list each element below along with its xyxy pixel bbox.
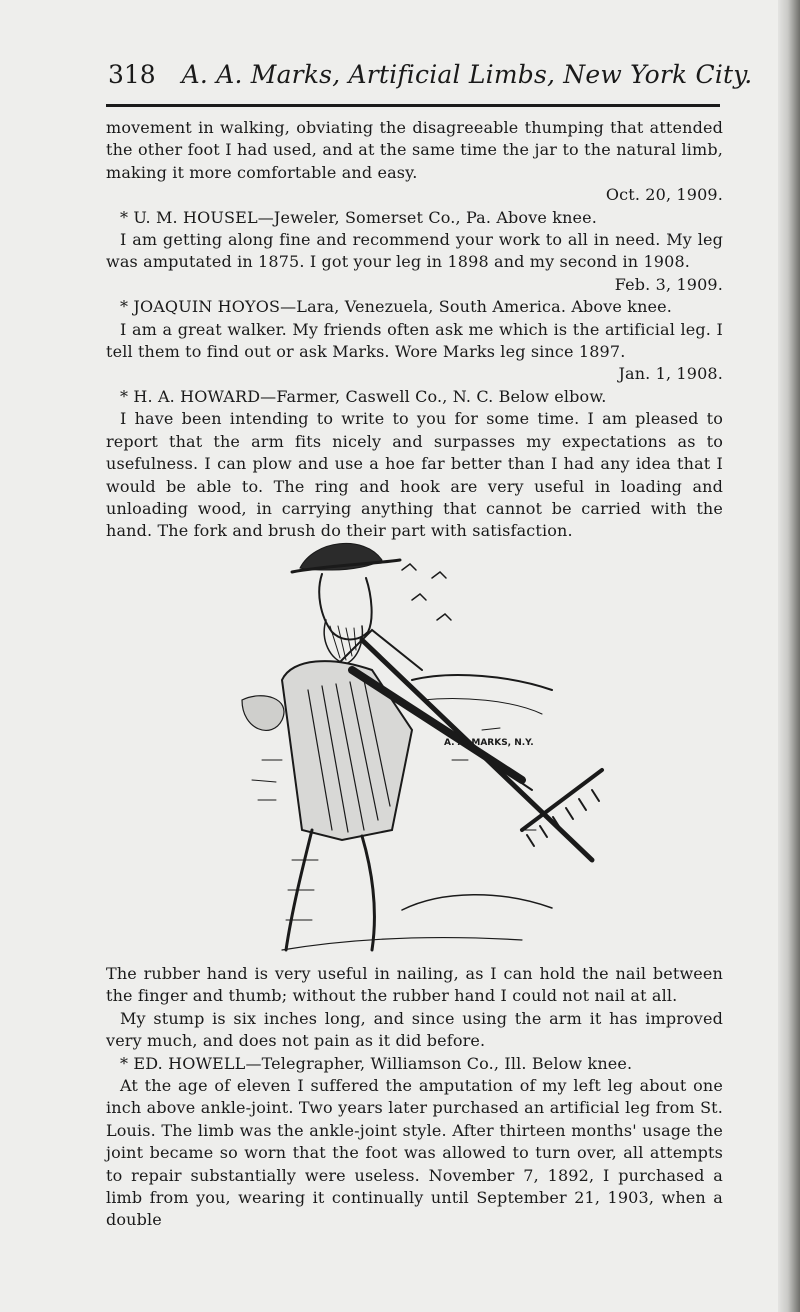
testimonial-body: I have been intending to write to you for some time. I am pleased to report that the arm fits nicely and surpasses my expectations as to usefulness. I can plow and use a hoe far better than I had any idea that I would be able to. The ring and hook are very useful in loading and unloading wood, in carrying anything that cannot be carried with the hand. The fork and brush do their part with satisfaction. — [106, 409, 723, 541]
testimonial-heading: * JOAQUIN HOYOS—Lara, Venezuela, South America. Above knee. — [120, 297, 673, 317]
page-edge-shadow — [778, 0, 800, 1312]
testimonial-heading: * H. A. HOWARD—Farmer, Caswell Co., N. C. Below elbow. — [120, 386, 607, 406]
illustration-label: A. A. MARKS, N.Y. — [444, 738, 534, 748]
testimonial-date: Feb. 3, 1909. — [614, 274, 723, 294]
text-block-bottom — [106, 963, 723, 1232]
testimonial-heading: * U. M. HOUSEL—Jeweler, Somerset Co., Pa. Above knee. — [120, 207, 598, 227]
testimonial-body: I am a great walker. My friends often ask me which is the artificial leg. I tell them to find out or ask Marks. Wore Marks leg since 1897. Jan. 1, 1908. — [106, 319, 723, 386]
text-block-top — [106, 117, 723, 543]
page-header — [108, 60, 753, 89]
paragraph-continuation: movement in walking, obviating the disagreeable thumping that attended the other foot I had used, and at the same time the jar to the natural limb, making it more comfortable and easy. Oct. 20, 1909. — [106, 117, 723, 207]
testimonial-heading: * ED. HOWELL—Telegrapher, Williamson Co., Ill. Below knee. — [120, 1053, 633, 1073]
rake-head-icon — [522, 770, 602, 830]
testimonial-body: At the age of eleven I suffered the amputation of my left leg about one inch above ankle-joint. Two years later purchased an artificial leg from St. Louis. The limb was the ankle-joint style. After thirteen months' usage the joint became so worn that the foot was allowed to turn over, all attempts to repair substantially were useless. November 7, 1892, I purchased a limb from you, wearing it continually until September 21, 1903, when a double — [106, 1076, 723, 1230]
illustration-man-with-artificial-arm-raking — [222, 530, 610, 956]
torso-icon — [282, 661, 412, 840]
paragraph: My stump is six inches long, and since using the arm it has improved very much, and does not pain as it did before. — [106, 1008, 723, 1051]
testimonial-date: Oct. 20, 1909. — [605, 185, 723, 205]
testimonial-date: Jan. 1, 1908. — [618, 364, 723, 384]
page-number: 318 — [108, 60, 156, 89]
head-icon — [319, 574, 371, 640]
testimonial-body: I am getting along fine and recommend your work to all in need. My leg was amputated in 1875. I got your leg in 1898 and my second in 1908. Feb. 3, 1909. — [106, 229, 723, 296]
running-title: A. A. Marks, Artificial Limbs, New York City. — [181, 60, 753, 89]
header-rule — [106, 104, 720, 107]
paragraph-continuation: The rubber hand is very useful in nailing, as I can hold the nail between the finger and thumb; without the rubber hand I could not nail at all. — [106, 964, 723, 1006]
engraving-illustration — [222, 530, 610, 956]
